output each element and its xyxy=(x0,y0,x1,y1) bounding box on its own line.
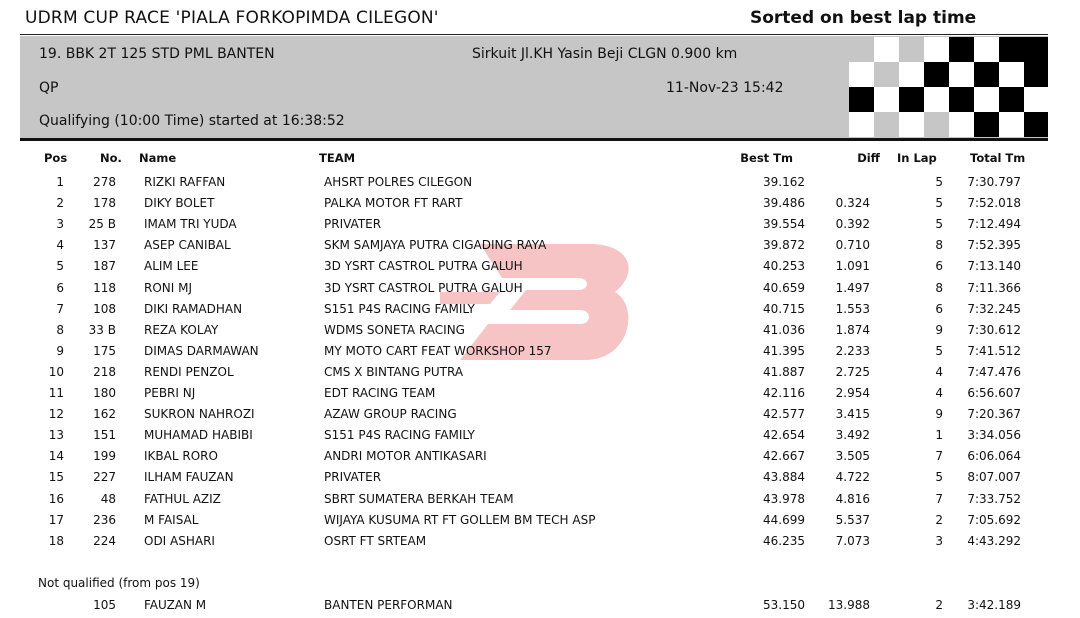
cell-no: 151 xyxy=(93,428,116,443)
cell-inlap: 6 xyxy=(935,301,943,316)
cell-diff: 4.816 xyxy=(835,491,870,506)
cell-best: 40.715 xyxy=(763,301,805,316)
cell-diff: 3.492 xyxy=(835,428,870,443)
cell-total: 7:52.395 xyxy=(967,238,1021,253)
cell-best: 40.253 xyxy=(763,259,805,274)
cell-pos: 16 xyxy=(48,491,64,506)
session-code: QP xyxy=(39,80,59,96)
cell-team: S151 P4S RACING FAMILY xyxy=(324,301,475,316)
cell-pos: 13 xyxy=(48,428,64,443)
cell-team: PALKA MOTOR FT RART xyxy=(324,196,463,211)
cell-best: 39.486 xyxy=(763,196,805,211)
cell-diff: 1.553 xyxy=(835,301,870,316)
table-row xyxy=(0,343,1080,364)
table-row xyxy=(0,322,1080,343)
cell-total: 8:07.007 xyxy=(967,470,1021,485)
col-header-inlap: In Lap xyxy=(897,151,937,165)
cell-team: SBRT SUMATERA BERKAH TEAM xyxy=(324,491,514,506)
cell-pos: 15 xyxy=(48,470,64,485)
session-datetime: 11-Nov-23 15:42 xyxy=(666,80,784,96)
cell-name: IKBAL RORO xyxy=(144,449,218,464)
cell-diff: 2.725 xyxy=(835,364,870,379)
cell-no: 25 B xyxy=(88,217,116,232)
cell-name: REZA KOLAY xyxy=(144,322,219,337)
cell-team: CMS X BINTANG PUTRA xyxy=(324,364,464,379)
cell-total: 7:32.245 xyxy=(967,301,1021,316)
cell-pos: 3 xyxy=(56,217,64,232)
circuit-name: Sirkuit Jl.KH Yasin Beji CLGN 0.900 km xyxy=(472,46,738,62)
cell-inlap: 9 xyxy=(935,322,943,337)
cell-best: 39.554 xyxy=(763,217,805,232)
cell-total: 3:42.189 xyxy=(967,598,1021,612)
cell-diff: 2.233 xyxy=(835,343,870,358)
table-row xyxy=(0,512,1080,533)
col-header-best: Best Tm xyxy=(740,151,793,165)
cell-pos: 2 xyxy=(56,196,64,211)
cell-total: 6:56.607 xyxy=(967,386,1021,400)
cell-diff: 1.874 xyxy=(835,322,870,337)
checkered-flag-icon xyxy=(724,37,1048,139)
col-header-pos: Pos xyxy=(44,151,68,165)
cell-best: 41.887 xyxy=(763,364,805,379)
cell-inlap: 5 xyxy=(935,217,943,232)
class-name: 19. BBK 2T 125 STD PML BANTEN xyxy=(39,46,275,62)
cell-team: S151 P4S RACING FAMILY xyxy=(324,428,475,443)
table-row xyxy=(0,195,1080,216)
cell-name: FATHUL AZIZ xyxy=(144,491,221,506)
cell-no: 33 B xyxy=(88,322,116,337)
cell-diff: 7.073 xyxy=(835,533,870,548)
cell-best: 42.116 xyxy=(763,386,805,400)
cell-diff: 3.505 xyxy=(835,449,870,464)
cell-best: 39.872 xyxy=(763,238,805,253)
cell-diff: 0.324 xyxy=(835,196,870,211)
cell-no: 187 xyxy=(93,259,116,274)
cell-team: PRIVATER xyxy=(324,217,382,232)
cell-pos: 5 xyxy=(56,259,64,274)
cell-team: AHSRT POLRES CILEGON xyxy=(324,175,473,189)
not-qualified-label: Not qualified (from pos 19) xyxy=(38,576,200,590)
cell-diff: 0.710 xyxy=(835,238,870,253)
cell-inlap: 4 xyxy=(935,386,943,400)
cell-diff: 4.722 xyxy=(835,470,870,485)
cell-name: RENDI PENZOL xyxy=(144,364,234,379)
cell-no: 108 xyxy=(93,301,116,316)
table-row xyxy=(0,301,1080,322)
cell-total: 3:34.056 xyxy=(967,428,1021,443)
cell-name: SUKRON NAHROZI xyxy=(144,407,255,422)
table-row xyxy=(0,258,1080,279)
table-row xyxy=(0,597,1080,618)
cell-diff: 0.392 xyxy=(835,217,870,232)
cell-pos: 17 xyxy=(48,512,64,527)
session-info-panel xyxy=(20,36,1048,141)
cell-total: 7:30.612 xyxy=(967,322,1021,337)
table-row xyxy=(0,385,1080,406)
cell-inlap: 7 xyxy=(935,449,943,464)
sort-label: Sorted on best lap time xyxy=(750,8,977,28)
cell-name: M FAISAL xyxy=(144,512,199,527)
report-title: UDRM CUP RACE 'PIALA FORKOPIMDA CILEGON' xyxy=(25,8,439,28)
cell-diff: 3.415 xyxy=(835,407,870,422)
cell-no: 178 xyxy=(93,196,116,211)
cell-name: RIZKI RAFFAN xyxy=(144,175,226,189)
table-row xyxy=(0,448,1080,469)
cell-total: 7:41.512 xyxy=(967,343,1021,358)
cell-pos: 14 xyxy=(48,449,64,464)
table-row xyxy=(0,469,1080,490)
cell-best: 42.654 xyxy=(763,428,805,443)
cell-team: ANDRI MOTOR ANTIKASARI xyxy=(324,449,487,464)
cell-inlap: 3 xyxy=(935,533,943,548)
cell-total: 7:33.752 xyxy=(967,491,1021,506)
cell-name: DIKI RAMADHAN xyxy=(144,301,243,316)
cell-diff: 1.497 xyxy=(835,280,870,295)
cell-best: 42.577 xyxy=(763,407,805,422)
cell-pos: 9 xyxy=(56,343,64,358)
cell-no: 105 xyxy=(93,598,116,612)
cell-total: 7:12.494 xyxy=(967,217,1021,232)
cell-total: 7:20.367 xyxy=(967,407,1021,422)
cell-team: WIJAYA KUSUMA RT FT GOLLEM BM TECH ASP xyxy=(324,512,596,527)
cell-name: DIMAS DARMAWAN xyxy=(144,343,259,358)
cell-inlap: 5 xyxy=(935,343,943,358)
cell-pos: 12 xyxy=(48,407,64,422)
cell-team: EDT RACING TEAM xyxy=(324,386,436,400)
cell-inlap: 9 xyxy=(935,407,943,422)
cell-total: 4:43.292 xyxy=(967,533,1021,548)
title-divider xyxy=(20,34,1048,35)
table-row xyxy=(0,237,1080,258)
cell-no: 218 xyxy=(93,364,116,379)
cell-pos: 1 xyxy=(56,175,64,189)
table-row xyxy=(0,280,1080,301)
cell-diff: 13.988 xyxy=(828,598,870,612)
cell-no: 224 xyxy=(93,533,116,548)
table-row xyxy=(0,491,1080,512)
cell-total: 7:52.018 xyxy=(967,196,1021,211)
cell-name: DIKY BOLET xyxy=(144,196,215,211)
cell-team: WDMS SONETA RACING xyxy=(324,322,465,337)
session-description: Qualifying (10:00 Time) started at 16:38:52 xyxy=(39,113,345,129)
cell-pos: 18 xyxy=(48,533,64,548)
cell-name: IMAM TRI YUDA xyxy=(144,217,237,232)
table-row xyxy=(0,216,1080,237)
col-header-no: No. xyxy=(100,151,122,165)
cell-name: ASEP CANIBAL xyxy=(144,238,231,253)
cell-name: PEBRI NJ xyxy=(144,386,196,400)
cell-best: 42.667 xyxy=(763,449,805,464)
cell-team: OSRT FT SRTEAM xyxy=(324,533,427,548)
cell-best: 43.884 xyxy=(763,470,805,485)
cell-no: 278 xyxy=(93,175,116,189)
cell-pos: 8 xyxy=(56,322,64,337)
cell-inlap: 6 xyxy=(935,259,943,274)
cell-best: 41.036 xyxy=(763,322,805,337)
cell-name: FAUZAN M xyxy=(144,598,207,612)
cell-total: 7:30.797 xyxy=(967,175,1021,189)
table-row xyxy=(0,427,1080,448)
col-header-diff: Diff xyxy=(857,151,880,165)
cell-no: 236 xyxy=(93,512,116,527)
cell-team: BANTEN PERFORMAN xyxy=(324,598,453,612)
cell-inlap: 1 xyxy=(935,428,943,443)
col-header-team: TEAM xyxy=(319,151,356,165)
cell-total: 6:06.064 xyxy=(967,449,1021,464)
cell-total: 7:47.476 xyxy=(967,364,1021,379)
cell-team: PRIVATER xyxy=(324,470,382,485)
cell-diff: 2.954 xyxy=(835,386,870,400)
cell-no: 175 xyxy=(93,343,116,358)
cell-best: 39.162 xyxy=(763,175,805,189)
col-header-name: Name xyxy=(139,151,177,165)
cell-best: 53.150 xyxy=(763,598,805,612)
cell-inlap: 5 xyxy=(935,470,943,485)
cell-name: MUHAMAD HABIBI xyxy=(144,428,253,443)
cell-diff: 1.091 xyxy=(835,259,870,274)
cell-inlap: 2 xyxy=(935,512,943,527)
cell-team: 3D YSRT CASTROL PUTRA GALUH xyxy=(324,259,523,274)
cell-team: SKM SAMJAYA PUTRA CIGADING RAYA xyxy=(324,238,547,253)
cell-inlap: 5 xyxy=(935,196,943,211)
cell-best: 41.395 xyxy=(763,343,805,358)
cell-inlap: 8 xyxy=(935,280,943,295)
cell-pos: 4 xyxy=(56,238,64,253)
col-header-total: Total Tm xyxy=(970,151,1026,165)
table-row xyxy=(0,364,1080,385)
cell-best: 44.699 xyxy=(763,512,805,527)
cell-best: 43.978 xyxy=(763,491,805,506)
cell-pos: 10 xyxy=(48,364,64,379)
cell-name: ALIM LEE xyxy=(144,259,199,274)
cell-inlap: 5 xyxy=(935,175,943,189)
cell-team: 3D YSRT CASTROL PUTRA GALUH xyxy=(324,280,523,295)
cell-team: MY MOTO CART FEAT WORKSHOP 157 xyxy=(324,343,552,358)
cell-team: AZAW GROUP RACING xyxy=(324,407,457,422)
cell-name: ODI ASHARI xyxy=(144,533,215,548)
cell-name: ILHAM FAUZAN xyxy=(144,470,234,485)
cell-pos: 11 xyxy=(48,386,64,400)
cell-best: 46.235 xyxy=(763,533,805,548)
cell-no: 199 xyxy=(93,449,116,464)
cell-no: 162 xyxy=(93,407,116,422)
table-row xyxy=(0,406,1080,427)
cell-no: 118 xyxy=(93,280,116,295)
table-row xyxy=(0,533,1080,554)
cell-no: 227 xyxy=(93,470,116,485)
cell-no: 137 xyxy=(93,238,116,253)
cell-name: RONI MJ xyxy=(144,280,193,295)
cell-inlap: 4 xyxy=(935,364,943,379)
cell-pos: 7 xyxy=(56,301,64,316)
cell-total: 7:11.366 xyxy=(967,280,1021,295)
cell-no: 180 xyxy=(93,386,116,400)
cell-total: 7:05.692 xyxy=(967,512,1021,527)
cell-best: 40.659 xyxy=(763,280,805,295)
table-row xyxy=(0,174,1080,195)
cell-inlap: 8 xyxy=(935,238,943,253)
cell-inlap: 2 xyxy=(935,598,943,612)
cell-inlap: 7 xyxy=(935,491,943,506)
cell-no: 48 xyxy=(100,491,116,506)
cell-diff: 5.537 xyxy=(835,512,870,527)
cell-pos: 6 xyxy=(56,280,64,295)
cell-total: 7:13.140 xyxy=(967,259,1021,274)
